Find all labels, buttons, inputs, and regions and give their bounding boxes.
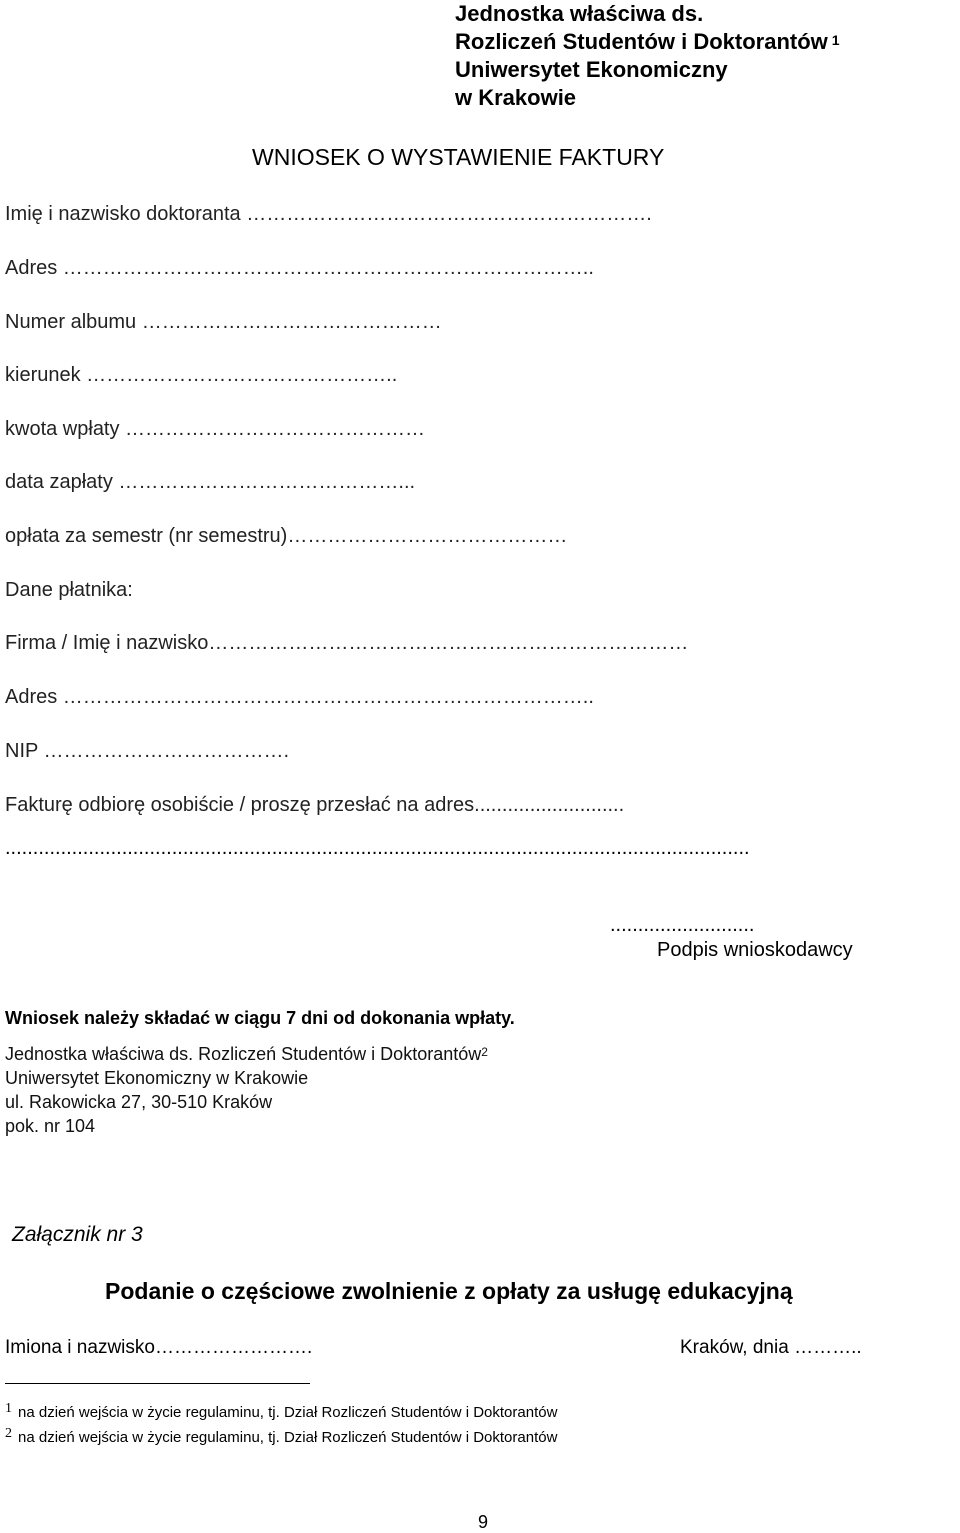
footnote-ref-2: 2 <box>481 1045 488 1059</box>
footnote-2 <box>5 1428 557 1448</box>
header-line-4: w Krakowie <box>455 85 577 110</box>
office-line-4: pok. nr 104 <box>5 1116 96 1136</box>
page-number: 9 <box>478 1512 489 1532</box>
payer-delivery-blank[interactable]: ........................... <box>474 794 625 816</box>
field-album-blank[interactable]: ……………………………………… <box>136 311 442 333</box>
payer-delivery-label: Fakturę odbiorę osobiście / proszę przesłać na adres <box>5 794 475 816</box>
field-kwota[interactable] <box>5 416 425 442</box>
field-semestr-blank[interactable]: …………………………………… <box>287 525 568 547</box>
payer-nip-label: NIP <box>5 740 38 762</box>
payer-adres-blank[interactable]: …………………………………………………………………….. <box>57 686 594 708</box>
footnote-2-number: 2 <box>5 1426 12 1441</box>
footnote-1-number: 1 <box>5 1401 12 1416</box>
footnote-1-text: na dzień wejścia w życie regulaminu, tj. Dział Rozliczeń Studentów i Doktorantów <box>18 1404 558 1421</box>
field-data-label: data zapłaty <box>5 471 113 493</box>
field-kierunek-label: kierunek <box>5 364 81 386</box>
krakow-date-field[interactable]: Kraków, dnia ……….. <box>680 1337 862 1358</box>
payer-firma-blank[interactable]: ……………………………………………………………… <box>208 632 689 654</box>
office-line-1-text: Jednostka właściwa ds. Rozliczeń Studentów i Doktorantów <box>5 1044 482 1064</box>
field-address[interactable] <box>5 255 594 281</box>
payer-delivery[interactable] <box>5 792 624 818</box>
field-name-label: Imię i nazwisko doktoranta <box>5 203 241 225</box>
signature-label: Podpis wnioskodawcy <box>657 939 853 961</box>
office-line-2: Uniwersytet Ekonomiczny w Krakowie <box>5 1068 309 1088</box>
field-name-blank[interactable]: ……………………………………………………. <box>240 203 652 225</box>
footnote-ref-1: 1 <box>831 32 840 48</box>
field-kierunek-blank[interactable]: ……………………………………….. <box>80 364 398 386</box>
payer-delivery-continuation[interactable]: ...................................................................................................................................... <box>5 838 750 858</box>
field-kwota-blank[interactable]: ……………………………………… <box>119 418 426 440</box>
imiona-field[interactable]: Imiona i nazwisko……………………. <box>5 1337 313 1358</box>
signature-blank[interactable]: .......................... <box>610 914 755 936</box>
payer-adres-label: Adres <box>5 686 58 708</box>
field-semestr-label: opłata za semestr (nr semestru) <box>5 525 288 547</box>
payer-firma[interactable] <box>5 630 688 656</box>
footnote-2-text: na dzień wejścia w życie regulaminu, tj. Dział Rozliczeń Studentów i Doktorantów <box>18 1429 558 1446</box>
field-address-label: Adres <box>5 257 58 279</box>
header-line-2-text: Rozliczeń Studentów i Doktorantów <box>455 29 828 54</box>
annex-label: Załącznik nr 3 <box>12 1223 143 1246</box>
header-line-1: Jednostka właściwa ds. <box>455 1 704 26</box>
office-line-1 <box>5 1042 488 1066</box>
field-semestr[interactable] <box>5 523 567 549</box>
header-line-2 <box>455 28 840 56</box>
field-album[interactable] <box>5 309 442 335</box>
payer-heading: Dane płatnika: <box>5 579 133 601</box>
form-title: WNIOSEK O WYSTAWIENIE FAKTURY <box>252 144 665 170</box>
field-kierunek[interactable] <box>5 362 397 388</box>
payer-firma-label: Firma / Imię i nazwisko <box>5 632 209 654</box>
field-album-label: Numer albumu <box>5 311 137 333</box>
submission-note: Wniosek należy składać w ciągu 7 dni od dokonania wpłaty. <box>5 1008 515 1028</box>
field-name[interactable] <box>5 201 652 227</box>
footnote-1 <box>5 1403 557 1423</box>
footnote-separator <box>5 1383 310 1384</box>
field-address-blank[interactable]: …………………………………………………………………….. <box>57 257 594 279</box>
field-kwota-label: kwota wpłaty <box>5 418 120 440</box>
payer-adres[interactable] <box>5 684 594 710</box>
field-data[interactable] <box>5 469 415 495</box>
field-data-blank[interactable]: ……………………………………... <box>112 471 416 493</box>
payer-nip-blank[interactable]: ………………………………. <box>37 740 290 762</box>
header-line-3: Uniwersytet Ekonomiczny <box>455 57 728 82</box>
office-line-3: ul. Rakowicka 27, 30-510 Kraków <box>5 1092 273 1112</box>
podanie-title: Podanie o częściowe zwolnienie z opłaty za usługę edukacyjną <box>105 1278 793 1304</box>
payer-nip[interactable] <box>5 738 289 764</box>
